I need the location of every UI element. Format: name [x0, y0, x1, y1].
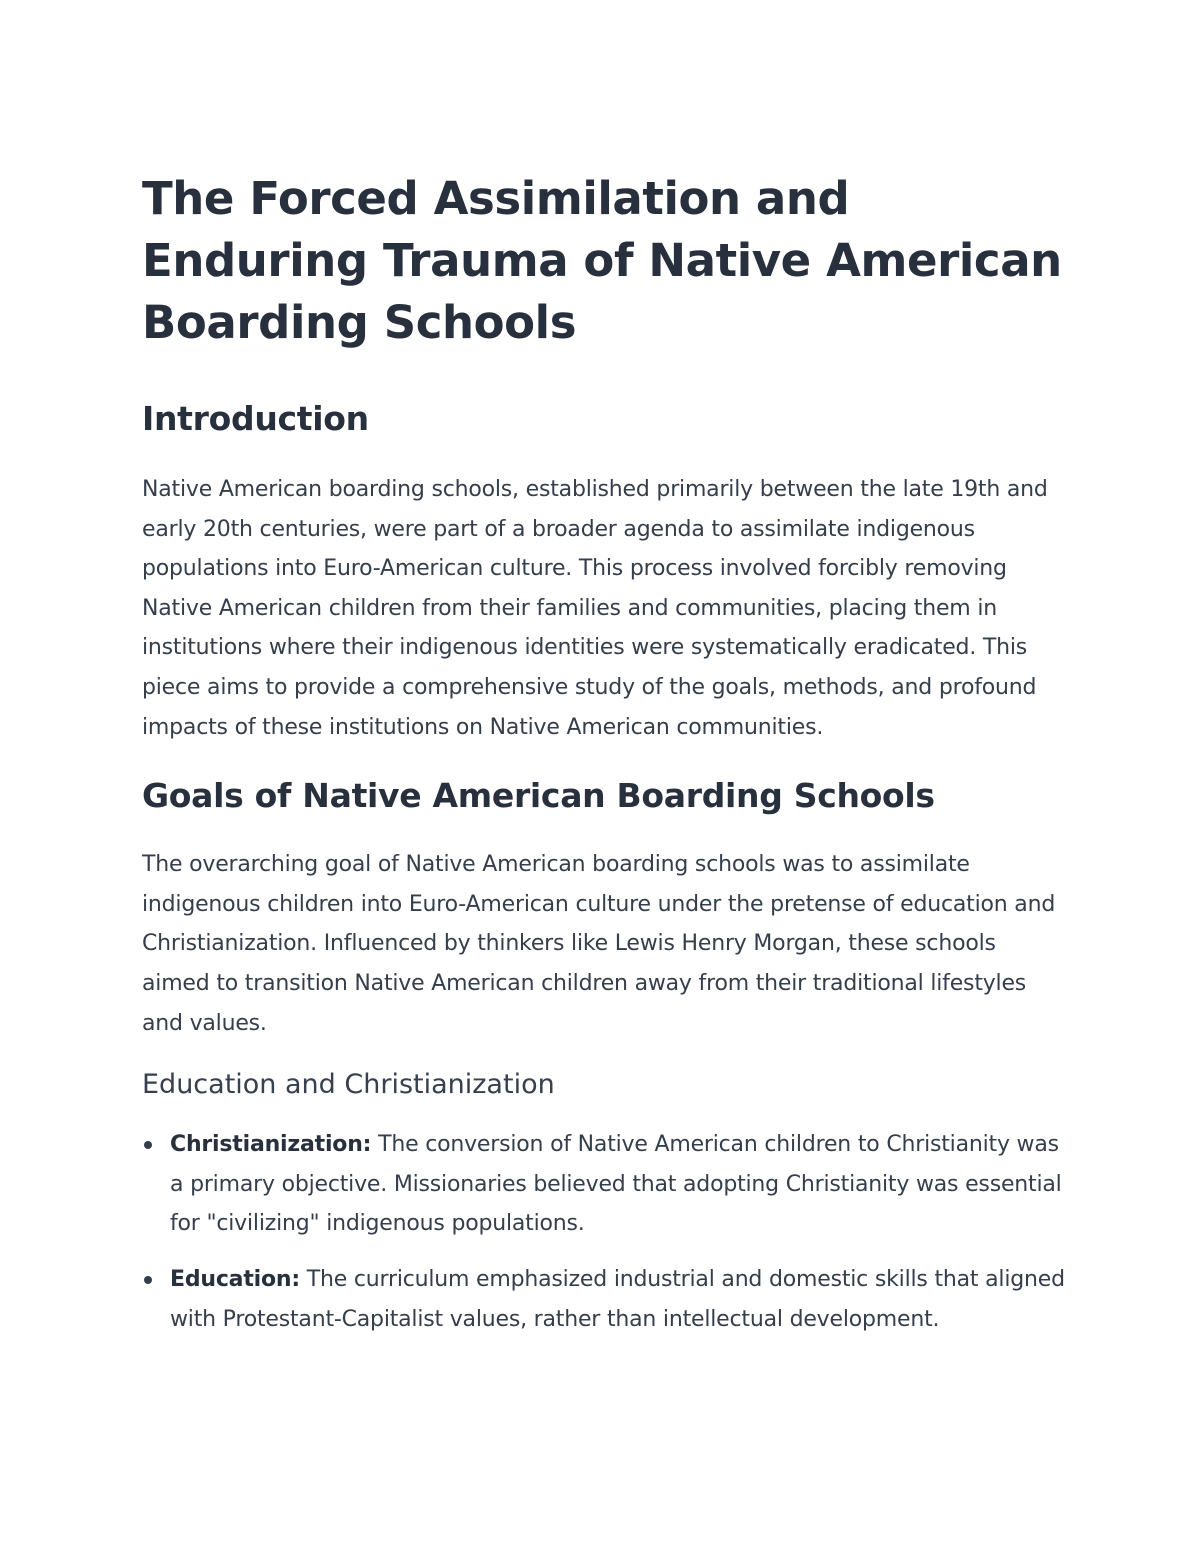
goals-bullet-list: [142, 1125, 1067, 1339]
document-page: [142, 168, 1067, 1339]
introduction-paragraph: Native American boarding schools, established primarily between the late 19th and early 20th centuries, were part of a broader agenda to assimilate indigenous populations into Euro-American culture. This process involved forcibly removing Native American children from their families and communities, placing them in institutions where their indigenous identities were systematically eradicated. This piece aims to provide a comprehensive study of the goals, methods, and profound impacts of these institutions on Native American communities.: [142, 477, 1048, 740]
bullet-dot-icon: [144, 1141, 152, 1149]
education-christianization-heading: Education and Christianization: [142, 1069, 555, 1101]
list-item-term: Education:: [170, 1266, 300, 1292]
list-item: [142, 1260, 1067, 1339]
list-item-text: The conversion of Native American children to Christianity was a primary objective. Missionaries believed that adopting Christianity was essential for "civilizing" indigenous populations.: [170, 1132, 1062, 1237]
introduction-heading: Introduction: [142, 399, 369, 438]
document-title: The Forced Assimilation and Enduring Trauma of Native American Boarding Schools: [142, 172, 1062, 349]
list-item: [142, 1125, 1067, 1244]
goals-heading: Goals of Native American Boarding Schools: [142, 776, 935, 816]
list-item-text: The curriculum emphasized industrial and domestic skills that aligned with Protestant-Capitalist values, rather than intellectual development.: [170, 1266, 1065, 1332]
list-item-term: Christianization:: [170, 1132, 372, 1158]
goals-paragraph: The overarching goal of Native American boarding schools was to assimilate indigenous children into Euro-American culture under the pretense of education and Christianization. Influenced by thinkers like Lewis Henry Morgan, these schools aimed to transition Native American children away from their traditional lifestyles and values.: [142, 852, 1056, 1036]
bullet-dot-icon: [144, 1276, 152, 1284]
